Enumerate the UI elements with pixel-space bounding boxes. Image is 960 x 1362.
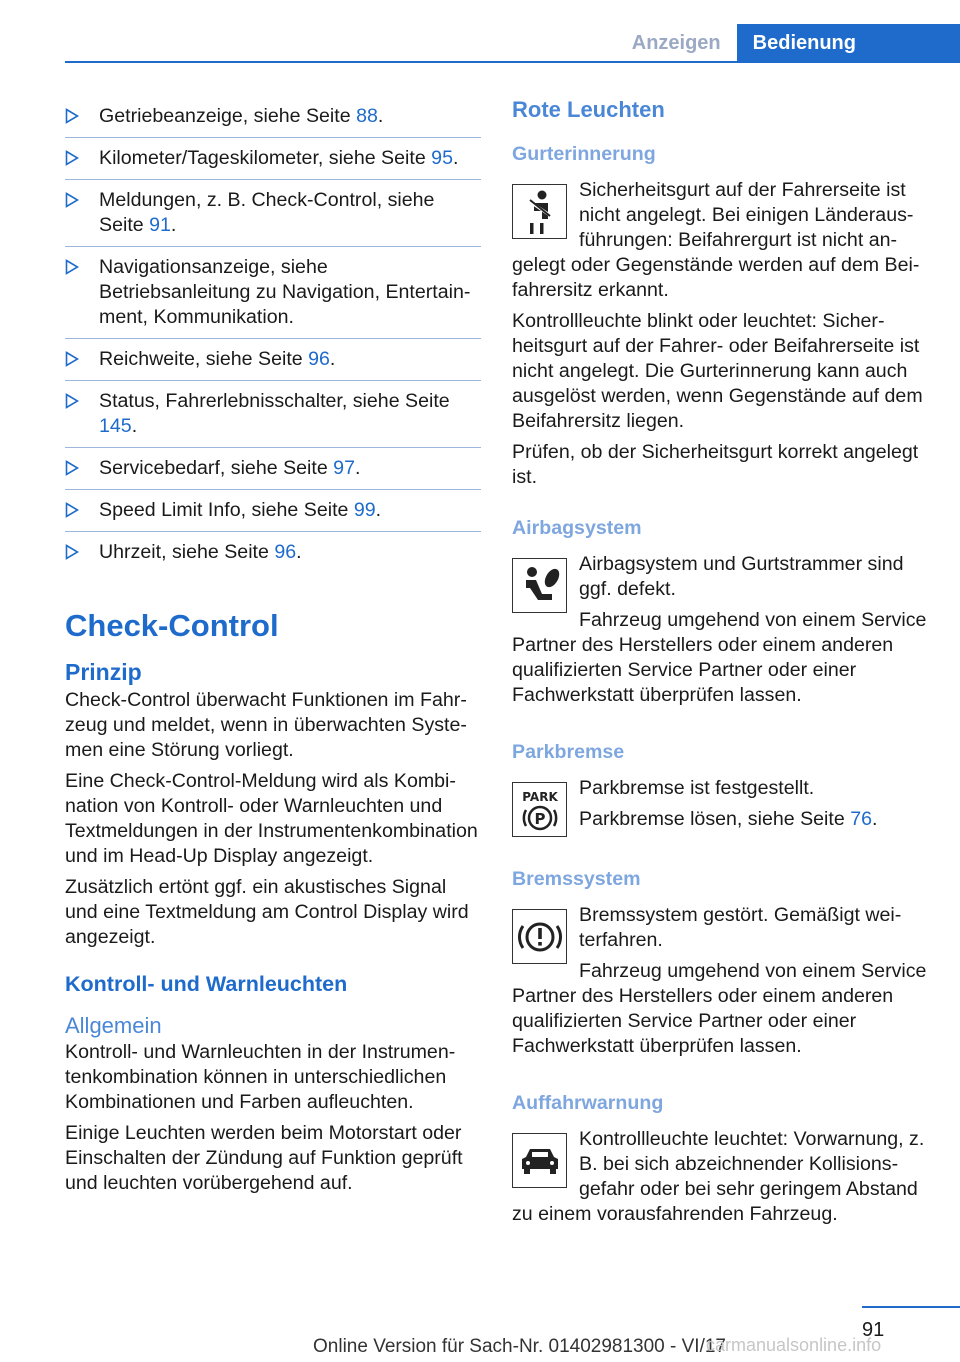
list-item-text: Servicebedarf, siehe Seite: [99, 457, 334, 479]
triangle-bullet-icon: [65, 544, 79, 560]
triangle-bullet-icon: [65, 351, 79, 367]
list-item-suffix: .: [354, 457, 361, 479]
heading-parkbremse: Parkbremse: [512, 741, 625, 763]
seatbelt-icon: [512, 184, 567, 239]
list-item: [65, 180, 481, 247]
heading-allgemein: Allgemein: [65, 1013, 162, 1038]
paragraph: Zusätzlich ertönt ggf. ein akustisches Signal und eine Textmeldung am Control Display wird angezeigt.: [65, 876, 469, 948]
lamp-block-bremssystem: [512, 903, 928, 1065]
triangle-bullet-icon: [65, 150, 79, 166]
watermark: carmanualsonline.info: [706, 1335, 882, 1355]
page-link[interactable]: 97: [333, 457, 355, 479]
list-item-text: Getriebeanzeige, siehe Seite: [99, 105, 357, 127]
paragraph: Airbagsystem und Gurtstrammer sind ggf. defekt.: [579, 553, 904, 600]
triangle-bullet-icon: [65, 393, 79, 409]
page-link[interactable]: 91: [149, 214, 171, 236]
list-item-suffix: .: [377, 105, 384, 127]
paragraph: Bremssystem gestört. Gemäßigt weiterfahren.: [579, 904, 902, 951]
page-link[interactable]: 96: [308, 348, 330, 370]
paragraph: Einige Leuchten werden beim Motorstart oder Einschalten der Zündung auf Funktion geprüft und leuchten vorübergehend auf.: [65, 1122, 463, 1194]
list-item: [65, 138, 481, 180]
list-item: [65, 96, 481, 138]
list-item: [65, 448, 481, 490]
footer-rule: [862, 1306, 960, 1308]
paragraph: Fahrzeug umgehend von einem Service Partner des Herstellers oder einem anderen qualifizierten Service Partner oder einer Fachwerkstatt überprüfen lassen.: [512, 609, 927, 706]
paragraph: Fahrzeug umgehend von einem Service Partner des Herstellers oder einem anderen qualifizierten Service Partner oder einer Fachwerkstatt überprüfen lassen.: [512, 960, 927, 1057]
page-title: Check-Control: [65, 608, 279, 643]
brake-warning-icon: [512, 909, 567, 964]
paragraph: Kontrollleuchte leuchtet: Vorwarnung, z. B. bei sich abzeichnender Kollisionsgefahr oder bei sehr geringem Abstand zu einem vorausfahrenden Fahrzeug.: [512, 1128, 925, 1225]
paragraph: Parkbremse ist festgestellt.: [579, 777, 815, 799]
list-item-suffix: .: [296, 541, 302, 563]
page-link[interactable]: 96: [274, 541, 297, 563]
triangle-bullet-icon: [65, 502, 79, 518]
list-item: [65, 532, 481, 573]
list-item: [65, 490, 481, 532]
right-column: [512, 96, 928, 1233]
paragraph-with-link: [512, 807, 928, 832]
paragraph: Kontrollleuchte blinkt oder leuchtet: Sicherheitsgurt auf der Fahrer- oder Beifahrerseite ist nicht angelegt. Die Gurterinnerung kann auch ausgelöst werden, wenn Gegenstände auf dem Beifahrersitz liegen.: [512, 310, 923, 432]
list-item-suffix: .: [375, 499, 382, 521]
triangle-bullet-icon: [65, 460, 79, 476]
tab-anzeigen[interactable]: Anzeigen: [612, 24, 737, 62]
header-rule: [65, 61, 960, 63]
park-icon-letter: P: [534, 809, 545, 828]
paragraph: Prüfen, ob der Sicherheitsgurt korrekt angelegt ist.: [512, 441, 919, 488]
text: .: [871, 808, 878, 830]
page-link[interactable]: 95: [431, 147, 453, 169]
left-column: [65, 96, 481, 1202]
heading-bremssystem: Bremssystem: [512, 868, 641, 890]
footer-version-text: Online Version für Sach-Nr. 01402981300 - VI/17: [313, 1336, 726, 1357]
lamp-block-airbagsystem: [512, 552, 928, 714]
paragraph: Sicherheitsgurt auf der Fahrerseite ist nicht angelegt. Bei einigen Länderausführungen: Beifahrergurt ist nicht angelegt oder Gegenstände werden auf dem Beifahrersitz erkannt.: [512, 179, 920, 301]
park-icon-label: PARK: [521, 789, 558, 804]
list-item-text: Uhrzeit, siehe Seite: [99, 541, 275, 563]
list-item: [65, 339, 481, 381]
triangle-bullet-icon: [65, 192, 79, 208]
heading-gurterinnerung: Gurterinnerung: [512, 143, 656, 165]
header-tabs: [612, 24, 960, 62]
list-item-text: Navigationsanzeige, siehe Betriebsanleitung zu Navigation, Entertainment, Kommunikation.: [99, 256, 471, 328]
page-link[interactable]: 145: [99, 415, 132, 437]
list-item-suffix: .: [131, 415, 138, 437]
list-item-text: Meldungen, z. B. Check-Control, siehe Seite: [99, 189, 435, 236]
list-item-suffix: .: [170, 214, 177, 236]
list-item-text: Speed Limit Info, siehe Seite: [99, 499, 354, 521]
airbag-icon: [512, 558, 567, 613]
page-link[interactable]: 76: [850, 808, 872, 830]
paragraph: Kontroll- und Warnleuchten in der Instrumentenkombination können in unterschiedlichen Kombinationen und Farben aufleuchten.: [65, 1041, 456, 1113]
page-link[interactable]: 99: [353, 499, 376, 521]
triangle-bullet-icon: [65, 259, 79, 275]
heading-auffahrwarnung: Auffahrwarnung: [512, 1092, 664, 1114]
lamp-block-gurterinnerung: [512, 178, 928, 309]
lamp-block-parkbremse: [512, 776, 928, 841]
reference-list: [65, 96, 481, 573]
list-item-text: Status, Fahrerlebnisschalter, siehe Seite: [99, 390, 450, 412]
list-item: [65, 381, 481, 448]
list-item-suffix: .: [452, 147, 459, 169]
list-item-text: Kilometer/Tageskilometer, siehe Seite: [99, 147, 432, 169]
lamp-block-auffahrwarnung: [512, 1127, 928, 1233]
page-link[interactable]: 88: [356, 105, 378, 127]
heading-airbagsystem: Airbagsystem: [512, 517, 642, 539]
heading-prinzip: Prinzip: [65, 659, 142, 685]
paragraph: Check-Control überwacht Funktionen im Fahrzeug und meldet, wenn in überwachten Systemen eine Störung vorliegt.: [65, 689, 467, 761]
paragraph: Eine Check-Control-Meldung wird als Kombination von Kontroll- oder Warnleuchten und Textmeldungen in der Instrumentenkombination und im Head-Up Display angezeigt.: [65, 770, 478, 867]
text: Parkbremse lösen, siehe Seite: [579, 808, 851, 830]
heading-kontroll-warnleuchten: Kontroll- und Warnleuchten: [65, 972, 348, 996]
heading-rote-leuchten: Rote Leuchten: [512, 97, 665, 122]
list-item-text: Reichweite, siehe Seite: [99, 348, 309, 370]
collision-warning-icon: [512, 1133, 567, 1188]
tab-bedienung[interactable]: Bedienung: [737, 24, 960, 62]
triangle-bullet-icon: [65, 108, 79, 124]
list-item: [65, 247, 481, 339]
list-item-suffix: .: [329, 348, 336, 370]
park-brake-icon: [512, 782, 567, 837]
page-number: 91: [862, 1319, 885, 1341]
